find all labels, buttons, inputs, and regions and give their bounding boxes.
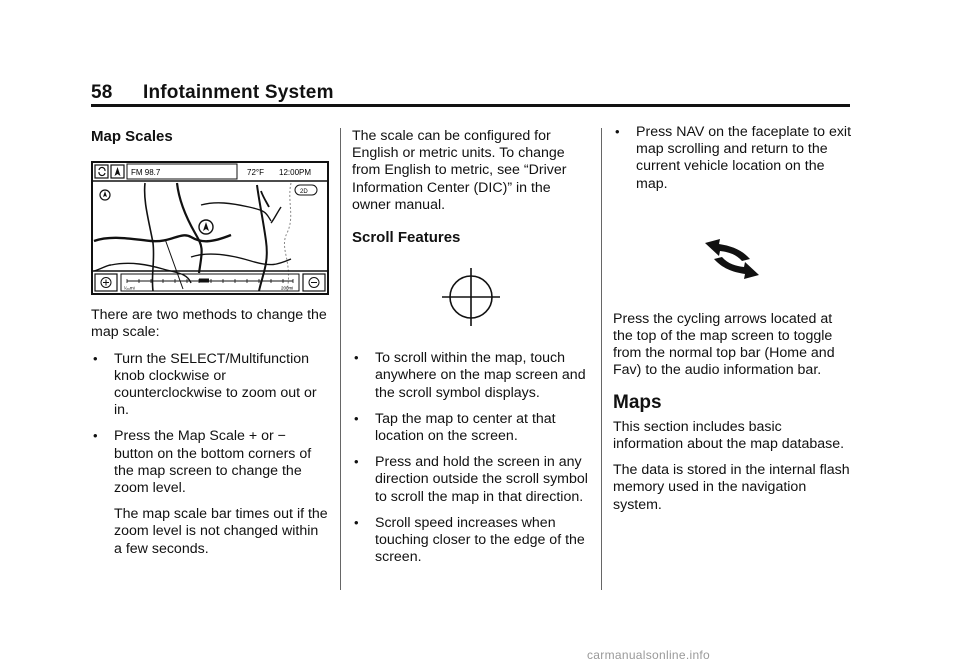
column-divider-2 (601, 128, 602, 590)
list-item (91, 428, 329, 497)
maps-intro-text: This section includes basic information about the map database. (613, 418, 845, 453)
header-rule (91, 104, 850, 107)
bullet-icon: • (615, 124, 620, 139)
list-item-text: Press the Map Scale + or − button on the bottom corners of the map screen to change the zoom level. (114, 428, 312, 497)
units-text: The scale can be configured for English or metric units. To change from English to metric, see “Driver Information Center (DIC)” in the owner manual. (352, 128, 567, 213)
clock-text: 12:00PM (279, 168, 312, 178)
map-scales-heading: Map Scales (91, 128, 173, 145)
list-item-text: Tap the map to center at that location on the screen. (375, 410, 556, 445)
page-number: 58 (91, 82, 113, 103)
list-item-text: Press NAV on the faceplate to exit map scrolling and return to the current vehicle location on the map. (636, 124, 852, 192)
maps-storage-text: The data is stored in the internal flash memory used in the navigation system. (613, 462, 850, 513)
cycling-arrows-text: Press the cycling arrows located at the top of the map screen to toggle from the normal top bar (Home and Fav) to the audio information bar. (613, 310, 835, 379)
maps-heading: Maps (613, 391, 662, 413)
section-title: Infotainment System (143, 82, 334, 103)
bullet-icon: • (354, 514, 359, 530)
scale-right-label: 200mi (281, 285, 294, 291)
list-item-text: Scroll speed increases when touching closer to the edge of the screen. (375, 514, 585, 566)
list-item (352, 350, 590, 402)
scroll-features-heading: Scroll Features (352, 229, 461, 247)
bullet-icon: • (354, 454, 359, 470)
intro-text: There are two methods to change the map scale: (91, 307, 327, 341)
list-item (613, 124, 853, 193)
station-text: FM 98.7 (131, 168, 161, 178)
list-item (352, 454, 590, 506)
list-item (352, 411, 590, 445)
bullet-icon: • (354, 350, 359, 366)
bullet-icon: • (93, 350, 98, 366)
list-item-text: Turn the SELECT/Multifunction knob clockwise or counterclockwise to zoom out or in. (114, 350, 317, 419)
column-3 (613, 110, 853, 514)
note-text: The map scale bar times out if the zoom level is not changed within a few seconds. (114, 506, 328, 557)
watermark-text: carmanualsonline.info (587, 648, 711, 662)
column-2 (352, 110, 590, 566)
map-screen-illustration (91, 161, 329, 295)
list-item-text: To scroll within the map, touch anywhere on the map screen and the scroll symbol displays. (375, 350, 586, 401)
svg-text:2D: 2D (300, 189, 308, 196)
bullet-icon: • (354, 410, 359, 426)
column-1 (91, 110, 329, 558)
cycling-arrows-icon (702, 237, 762, 281)
bullet-icon: • (93, 428, 98, 444)
list-item-text: Press and hold the screen in any direction outside the scroll symbol to scroll the map in that direction. (375, 454, 588, 505)
column-divider-1 (340, 128, 341, 590)
scroll-crosshair-icon (440, 266, 502, 328)
list-item (352, 515, 590, 567)
list-item (91, 351, 329, 420)
scale-left-label: ¹⁄₂₀mi (124, 285, 135, 291)
temperature-text: 72°F (247, 168, 264, 178)
